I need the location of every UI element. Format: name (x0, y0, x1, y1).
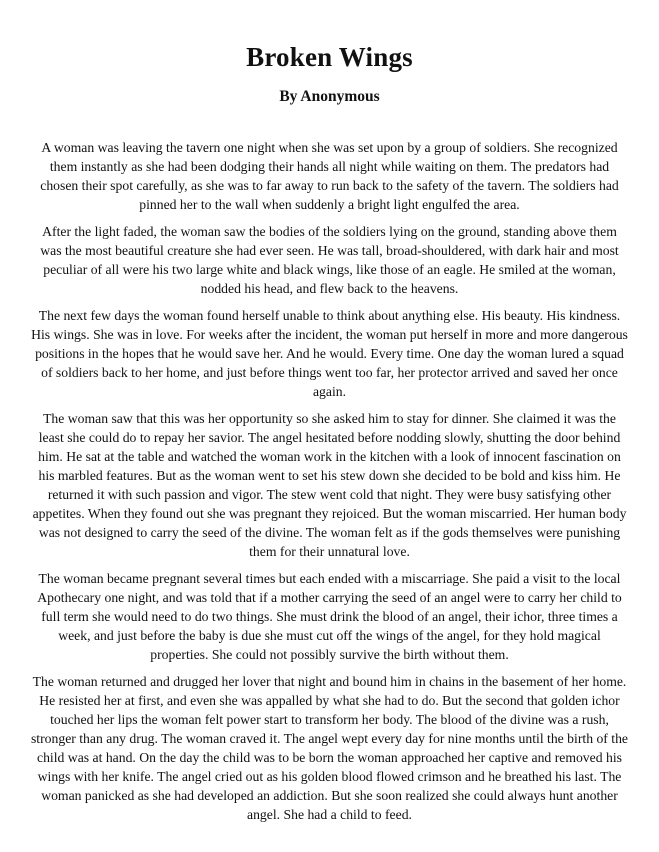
story-paragraph: The woman saw that this was her opportunity so she asked him to stay for dinner. She claimed it was the least she could do to repay her savior. The angel hesitated before nodding slowly, shutting the door behind him. He sat at the table and watched the woman work in the kitchen with a look of innocent fascination on his marbled features. But as the woman went to set his stew down she decided to be bold and kiss him. He returned it with such passion and vigor. The stew went cold that night. They were busy satisfying other appetites. When they found out she was pregnant they rejoiced. But the woman miscarried. Her human body was not designed to carry the seed of the divine. The woman felt as if the gods themselves were punishing them for their unnatural love. (32, 411, 627, 559)
story-paragraph: The woman returned and drugged her lover that night and bound him in chains in the basement of her home. He resisted her at first, and even she was appalled by what she had to do. But the second that golden ichor touched her lips the woman felt power start to transform her body. The blood of the divine was a rush, stronger than any drug. The woman craved it. The angel wept every day for nine months until the birth of the child was at hand. On the day the child was to be born the woman approached her captive and removed his wings with her knife. The angel cried out as his golden blood flowed crimson and he breathed his last. The woman panicked as she had developed an addiction. But she soon realized she could always hunt another angel. She had a child to feed. (30, 674, 629, 822)
story-paragraph: After the light faded, the woman saw the bodies of the soldiers lying on the ground, standing above them was the most beautiful creature she had ever seen. He was tall, broad-shouldered, with dark hair and most peculiar of all were his two large white and black wings, like those of an eagle. He smiled at the woman, nodded his head, and flew back to the heavens. (40, 224, 619, 296)
author-byline: By Anonymous (279, 88, 380, 105)
story-body (30, 138, 629, 824)
story-paragraph: The woman became pregnant several times but each ended with a miscarriage. She paid a visit to the local Apothecary one night, and was told that if a mother carrying the seed of an angel were to carry her child to full term she would need to do two things. She must drink the blood of an angel, their ichor, three times a week, and just before the baby is due she must cut off the wings of the angel, for they hold magical properties. She could not possibly survive the birth without them. (37, 571, 622, 662)
story-paragraph: A woman was leaving the tavern one night when she was set upon by a group of soldiers. She recognized them instantly as she had been dodging their hands all night while waiting on them. The predators had chosen their spot carefully, as she was to far away to run back to the safety of the tavern. The soldiers had pinned her to the wall when suddenly a bright light engulfed the area. (40, 140, 619, 212)
story-paragraph: The next few days the woman found herself unable to think about anything else. His beauty. His kindness. His wings. She was in love. For weeks after the incident, the woman put herself in more and more dangerous positions in the hopes that he would save her. And he would. Every time. One day the woman lured a squad of soldiers back to her home, and just before things went too far, her protector arrived and saved her once again. (31, 308, 628, 399)
page-title: Broken Wings (246, 42, 413, 72)
